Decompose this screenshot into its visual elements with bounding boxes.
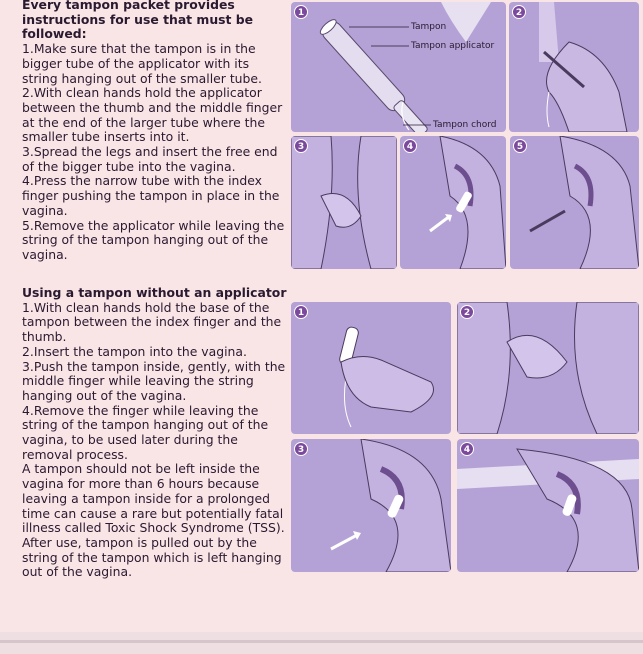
no-applicator-panel-1	[291, 302, 451, 434]
chord-label: Tampon chord	[433, 120, 497, 130]
no-applicator-panel-3	[291, 439, 451, 572]
applicator-step-4: 4.Press the narrow tube with the index finger pushing the tampon in place in the vagina.	[22, 173, 280, 218]
applicator-panel-4	[400, 136, 506, 269]
applicator-panel-5	[510, 136, 639, 269]
hand-holding-applicator	[509, 2, 639, 132]
step-badge-4: 4	[403, 139, 417, 153]
tampon-label: Tampon	[411, 22, 447, 32]
applicator-diagram	[291, 2, 506, 132]
applicator-step-1: 1.Make sure that the tampon is in the bigger tube of the applicator with its string hanging out of the smaller tube.	[22, 41, 262, 86]
step-badge-8: 3	[294, 442, 308, 456]
hand-holding-tampon	[291, 302, 451, 434]
no-applicator-instructions	[22, 286, 287, 580]
step-badge-7: 2	[460, 305, 474, 319]
no-applicator-step-4: 4.Remove the finger while leaving the string of the tampon hanging out of the vagina, to be used later during the removal process.	[22, 402, 269, 462]
no-applicator-heading: Using a tampon without an applicator	[22, 285, 287, 300]
no-applicator-panel-4	[457, 439, 639, 572]
inserting-applicator	[291, 136, 397, 269]
step-badge-3: 3	[294, 139, 308, 153]
no-applicator-step-2: 2.Insert the tampon into the vagina.	[22, 343, 247, 359]
intro-text: Every tampon packet provides instructions for use that must be followed:	[22, 0, 254, 42]
applicator-step-2: 2.With clean hands hold the applicator between the thumb and the middle finger at the end of the larger tube where the smaller tube inserts into it.	[22, 85, 283, 145]
applicator-step-5: 5.Remove the applicator while leaving the string of the tampon hanging out of the vagina.	[22, 217, 285, 262]
step-badge-5: 5	[513, 139, 527, 153]
no-applicator-panel-2	[457, 302, 639, 434]
tampon-in-place	[457, 439, 639, 572]
no-applicator-step-1: 1.With clean hands hold the base of the tampon between the index finger and the thumb.	[22, 299, 282, 345]
removing-applicator	[510, 136, 639, 269]
tss-warning: A tampon should not be left inside the vagina for more than 6 hours because leaving a tampon inside for a prolonged time can cause a rare but potentially fatal illness called Toxic Shock Syndrome (TSS). After use, tampon is pulled out by the string of the tampon which is left hanging out of the vagina.	[22, 461, 285, 580]
applicator-panel-3	[291, 136, 397, 269]
step-badge-2: 2	[512, 5, 526, 19]
applicator-panel-2	[509, 2, 639, 132]
inserting-tampon	[457, 302, 639, 434]
pushing-tampon	[400, 136, 506, 269]
bottom-strip	[0, 632, 643, 654]
applicator-step-3: 3.Spread the legs and insert the free end of the bigger tube into the vagina.	[22, 144, 278, 174]
step-badge-6: 1	[294, 305, 308, 319]
pushing-tampon-finger	[291, 439, 451, 572]
no-applicator-step-3: 3.Push the tampon inside, gently, with the middle finger while leaving the string hanging out of the vagina.	[22, 358, 286, 403]
applicator-label: Tampon applicator	[411, 41, 495, 51]
applicator-instructions	[22, 0, 287, 263]
step-badge-1: 1	[294, 5, 308, 19]
applicator-panel-1	[291, 2, 506, 132]
bottom-divider	[0, 640, 643, 643]
step-badge-9: 4	[460, 442, 474, 456]
